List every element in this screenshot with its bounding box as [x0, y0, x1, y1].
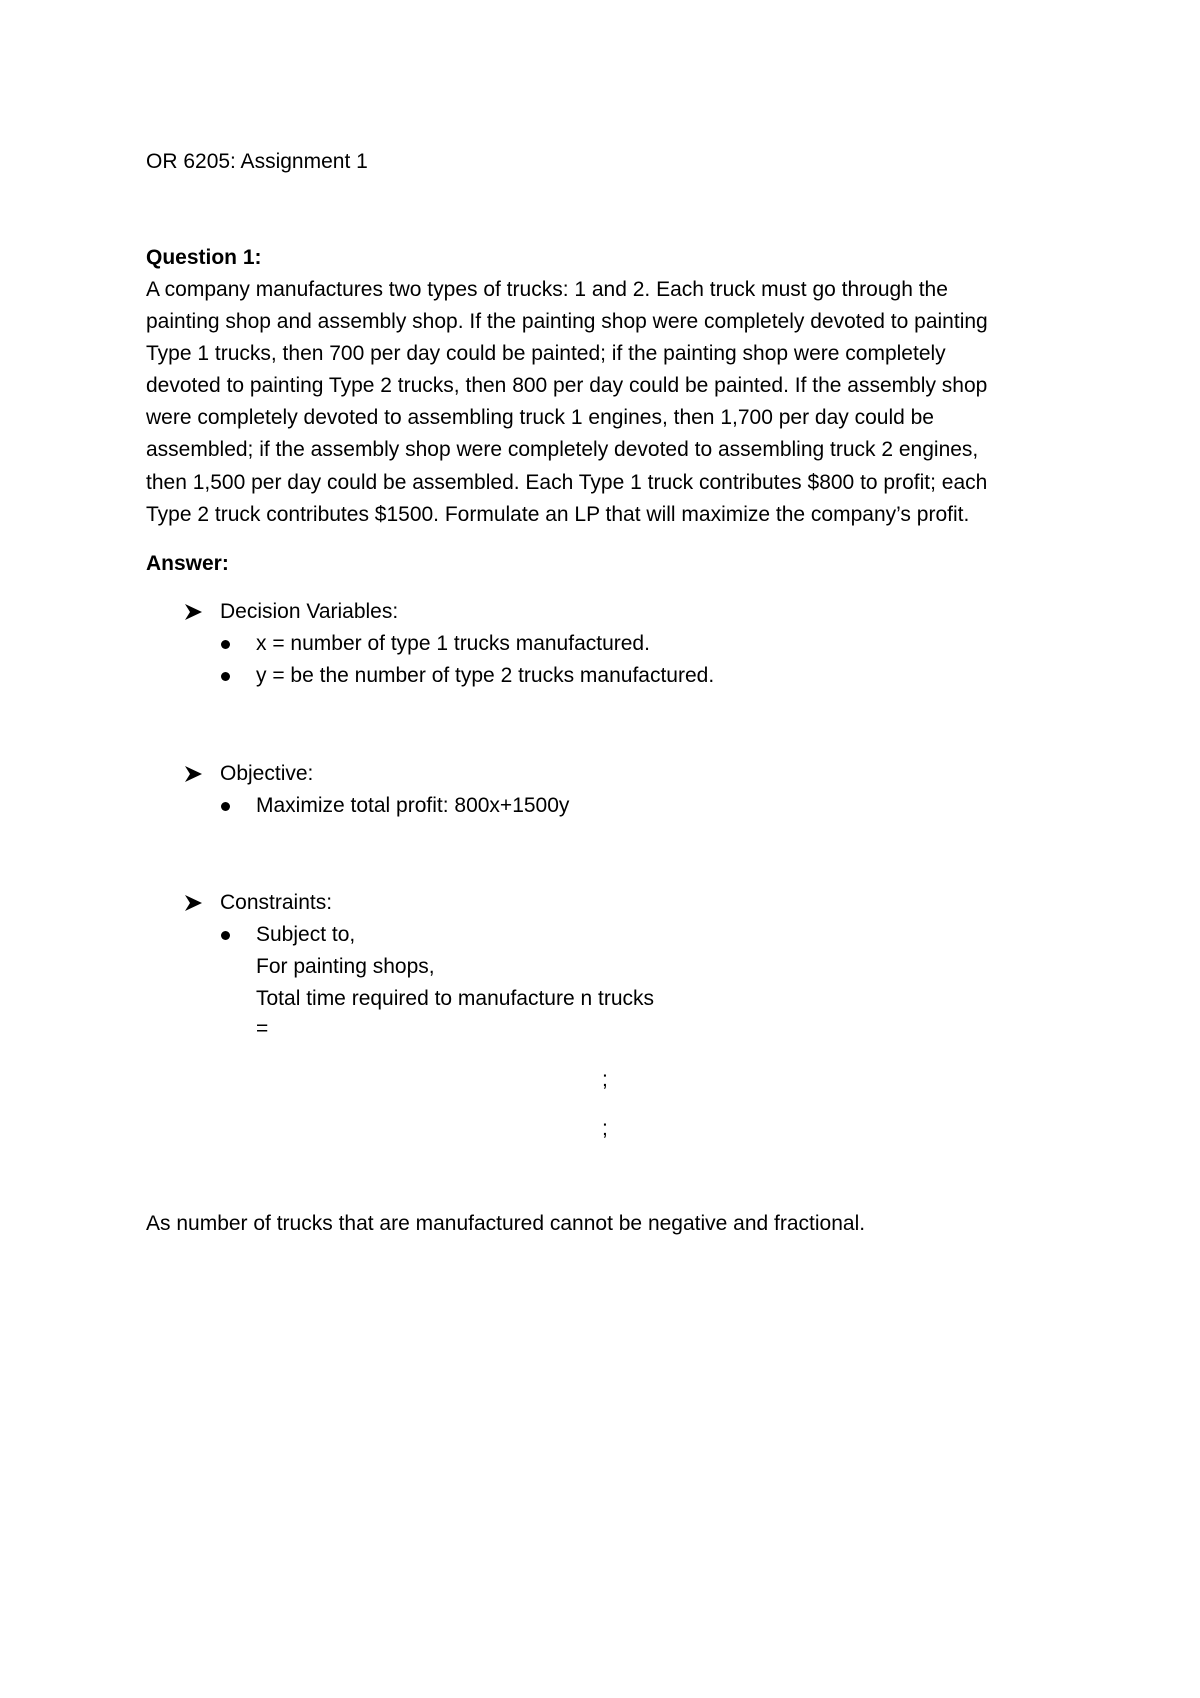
question-line: Type 1 trucks, then 700 per day could be painted; if the painting shop were completely	[146, 342, 946, 366]
footer-text: As number of trucks that are manufactured cannot be negative and fractional.	[146, 1212, 866, 1235]
decision-variable-x: x = number of type 1 trucks manufactured.	[256, 632, 650, 655]
objective-label: Objective:	[220, 762, 314, 785]
constraint-line: For painting shops,	[256, 955, 435, 978]
question-line: assembled; if the assembly shop were completely devoted to assembling truck 2 engines,	[146, 438, 979, 462]
constraint-line: Subject to,	[256, 923, 356, 946]
constraint-semicolon: ;	[602, 1117, 608, 1140]
decision-variable-y: y = be the number of type 2 trucks manufactured.	[256, 664, 715, 687]
question-line: Type 2 truck contributes $1500. Formulate an LP that will maximize the company’s profit.	[146, 502, 970, 526]
arrow-bullet-icon	[183, 601, 205, 623]
question-line: A company manufactures two types of trucks: 1 and 2. Each truck must go through the	[146, 278, 948, 301]
arrow-bullet-icon	[183, 763, 205, 785]
bullet-icon	[221, 802, 230, 811]
bullet-icon	[221, 672, 230, 681]
question-body	[146, 274, 1066, 531]
constraint-line: =	[256, 1017, 269, 1040]
constraint-semicolon: ;	[602, 1068, 608, 1091]
objective-function: Maximize total profit: 800x+1500y	[256, 794, 570, 817]
question-line: painting shop and assembly shop. If the painting shop were completely devoted to painting	[146, 310, 988, 334]
bullet-icon	[221, 640, 230, 649]
constraint-line: Total time required to manufacture n trucks	[256, 987, 655, 1010]
question-heading: Question 1:	[146, 246, 262, 269]
constraints-label: Constraints:	[220, 891, 333, 914]
bullet-icon	[221, 931, 230, 940]
question-line: then 1,500 per day could be assembled. Each Type 1 truck contributes $800 to profit; each	[146, 470, 988, 494]
decision-variables-label: Decision Variables:	[220, 600, 399, 623]
question-line: devoted to painting Type 2 trucks, then 800 per day could be painted. If the assembly shop	[146, 374, 988, 398]
answer-heading: Answer:	[146, 552, 229, 575]
question-line: were completely devoted to assembling truck 1 engines, then 1,700 per day could be	[146, 406, 934, 430]
arrow-bullet-icon	[183, 892, 205, 914]
document-title: OR 6205: Assignment 1	[146, 150, 368, 173]
